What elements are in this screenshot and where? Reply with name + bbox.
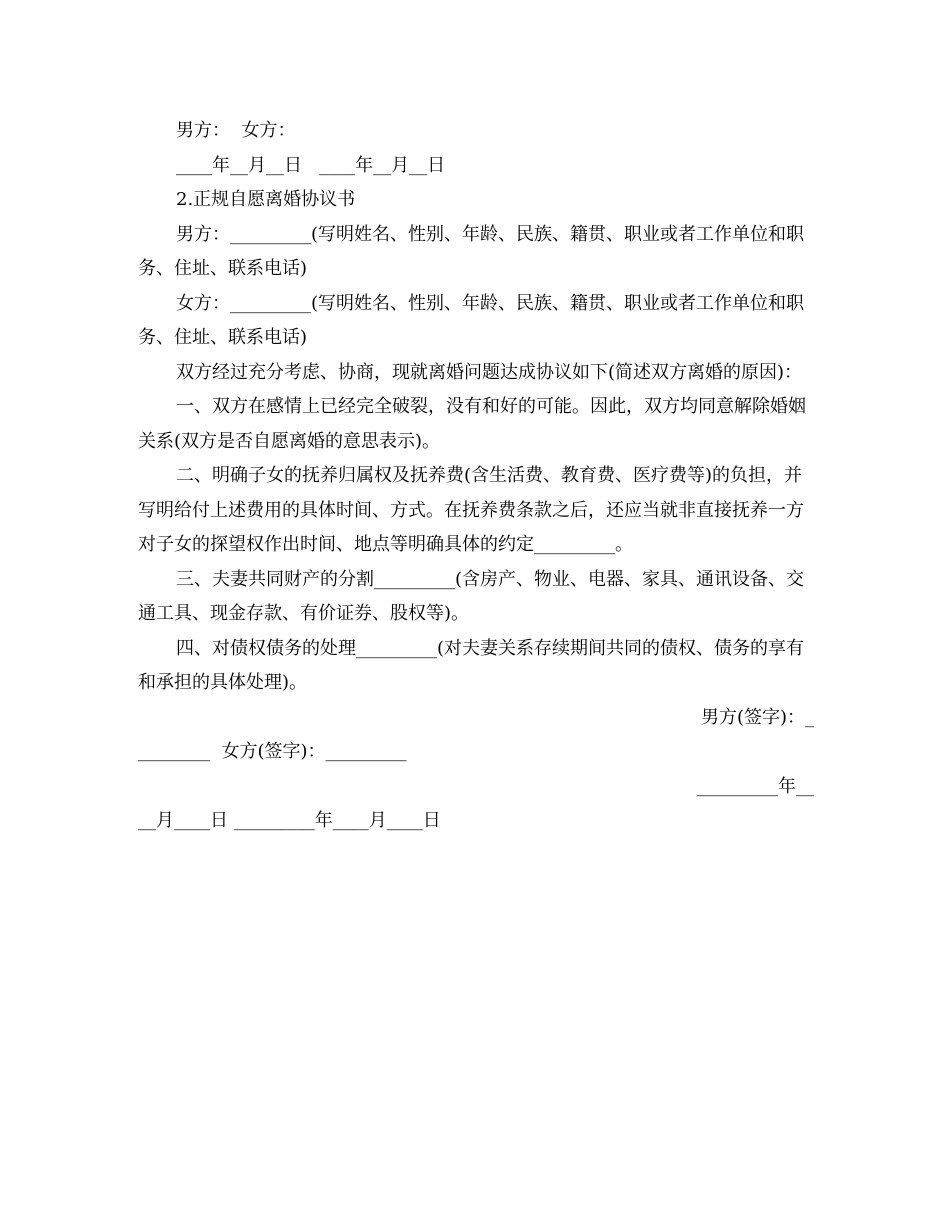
clause-3-paragraph: 三、夫妻共同财产的分割_________(含房产、物业、电器、家具、通讯设备、交通工具、现金存款、有价证券、股权等)。 — [138, 568, 805, 624]
document-body — [138, 114, 814, 839]
female-signature-line: ________ 女方(签字)：_________ — [138, 741, 407, 762]
clause-1-paragraph: 一、双方在感情上已经完全破裂，没有和好的可能。因此，双方均同意解除婚姻关系(双方是否自愿离婚的意思表示)。 — [138, 396, 806, 452]
male-party-paragraph: 男方：_________(写明姓名、性别、年龄、民族、籍贯、职业或者工作单位和职务、住址、联系电话) — [138, 223, 805, 279]
date-line-top: ____年__月__日 ____年__月__日 — [176, 154, 446, 176]
clause-2-paragraph: 二、明确子女的抚养归属权及抚养费(含生活费、教育费、医疗费等)的负担，并写明给付上述费用的具体时间、方式。在抚养费条款之后，还应当就非直接抚养一方对子女的探望权作出时间、地点等明确具体的约定_________。 — [138, 465, 804, 555]
preamble-paragraph: 双方经过充分考虑、协商，现就离婚问题达成协议如下(简述双方离婚的原因)： — [176, 361, 803, 383]
date-line-right: _________年__ — [697, 775, 814, 797]
date-line-bottom: __月____日 _________年____月____日 — [138, 810, 441, 831]
female-party-paragraph: 女方：_________(写明姓名、性别、年龄、民族、籍贯、职业或者工作单位和职务、住址、联系电话) — [138, 292, 805, 348]
agreement-title: 2.正规自愿离婚协议书 — [176, 189, 356, 210]
male-signature-line: 男方(签字)：_ — [700, 706, 814, 728]
clause-4-paragraph: 四、对债权债务的处理_________(对夫妻关系存续期间共同的债权、债务的享有和承担的具体处理)。 — [138, 637, 805, 693]
signature-header-line: 男方： 女方： — [176, 120, 296, 141]
